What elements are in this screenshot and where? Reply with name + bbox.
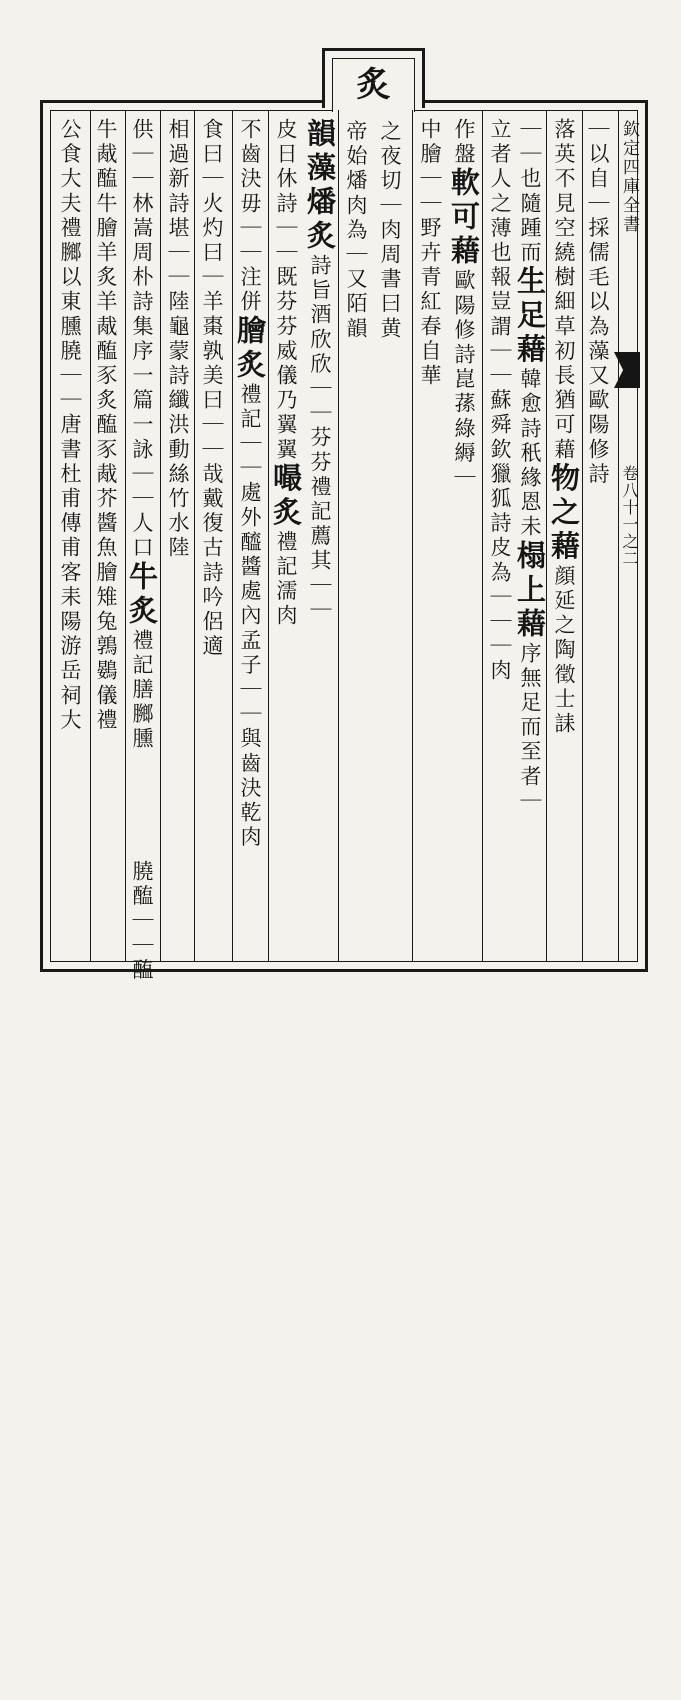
entry-heading: 物之藉 [547, 462, 581, 565]
text-column [92, 118, 120, 958]
column-rule [160, 110, 161, 962]
column-rule [338, 110, 339, 962]
entry-heading: 牛炙 [125, 560, 159, 629]
entry-text: 不齒決毋｜｜注併 [238, 118, 262, 315]
entry-text: 報豈謂｜｜ [488, 265, 512, 389]
text-column [447, 118, 481, 958]
text-column [584, 118, 612, 958]
text-column [513, 118, 547, 958]
column-rule [412, 110, 413, 962]
entry-heading: 燔炙 [303, 186, 337, 254]
entry-text: 蘇舜欽獵狐詩 [488, 388, 512, 537]
text-column [303, 118, 337, 958]
entry-text: 詩旨酒欣欣｜｜芬芬禮記薦其｜｜ [308, 254, 332, 623]
entry-text: 禮記濡肉 [274, 530, 298, 629]
column-rule [232, 110, 233, 962]
entry-heading: 膾炙 [233, 314, 267, 383]
entry-heading: 生足藉 [513, 265, 547, 368]
entry-heading: 韻藻 [303, 118, 337, 186]
entry-text: 中膾 [418, 118, 442, 168]
entry-text: 韓愈詩秖緣恩未 [518, 367, 542, 540]
entry-text: ｜｜也隨踵而 [518, 118, 542, 266]
text-column [233, 118, 267, 958]
entry-text: 落英不見空繞樹細草初長猶可藉 [552, 118, 576, 463]
entry-text: 皮日休詩｜｜既芬芬威儀乃翼翼 [274, 118, 298, 463]
column-rule [268, 110, 269, 962]
entry-text: ｜｜野卉青紅春自華 [418, 167, 442, 389]
entry-text: 禮記膳膷臐 [130, 628, 154, 752]
entry-text: 膮醢｜｜醢 [130, 860, 154, 983]
text-column [342, 120, 370, 960]
column-rule [125, 110, 126, 962]
entry-text: 羊棗孰美曰｜｜哉戴復古詩吟侶適 [200, 290, 224, 660]
entry-text: 供｜｜林嵩周朴詩集序一篇一詠｜｜人口 [130, 118, 154, 561]
entry-text: 皮為｜｜｜肉 [488, 536, 512, 684]
entry-heading: 軟可藉 [447, 167, 481, 270]
text-column [125, 118, 159, 958]
entry-text: 食曰｜火灼曰｜ [200, 118, 224, 291]
text-column [547, 118, 581, 958]
entry-heading: 嘬炙 [269, 462, 303, 531]
column-rule [582, 110, 583, 962]
entry-text: ｜以自｜採儒毛以為藻又歐陽修詩 [586, 118, 610, 487]
entry-text: 齒決乾肉 [238, 751, 262, 851]
entry-text: 相過新詩堪｜｜陸龜蒙詩纖洪動絲竹水陸 [166, 118, 190, 561]
text-column [56, 118, 84, 958]
entry-text: 顔延之陶徵士誄 [552, 564, 576, 737]
entry-text: 公食大夫禮膷以東臐膮｜｜唐書杜甫傳甫客耒陽游岳祠大 [58, 118, 82, 733]
text-column [128, 860, 156, 1700]
text-column [486, 118, 514, 958]
entry-text: 作盤 [452, 118, 476, 168]
entry-text: 禮記｜｜處外醯醬處內孟子｜｜與 [238, 382, 262, 752]
book-title: 欽定四庫全書 [619, 120, 639, 234]
column-rule [194, 110, 195, 962]
entry-text: 歐陽修詩崑蓀綠縟｜ [452, 269, 476, 491]
entry-text: 牛胾醢牛膾羊炙羊胾醢豕炙醢豕胾芥醬魚膾雉兔鶉鷃儀禮 [94, 118, 118, 733]
text-column [416, 118, 444, 958]
entry-text: 立者人之薄也 [488, 118, 512, 266]
column-rule [90, 110, 91, 962]
entry-text: 帝始燔肉為｜又陌韻 [344, 120, 368, 342]
entry-heading: 榻上藉 [513, 539, 547, 642]
column-rule [482, 110, 483, 962]
entry-text: 之夜切｜肉周書曰黄 [378, 120, 402, 342]
text-column [164, 118, 192, 958]
entry-text: 序無足而至者｜ [518, 641, 542, 815]
text-column [269, 118, 303, 958]
volume-label: 卷八十一之二 [620, 465, 639, 567]
text-column [198, 118, 226, 958]
headword: 炙 [350, 66, 390, 100]
text-column [376, 120, 404, 960]
